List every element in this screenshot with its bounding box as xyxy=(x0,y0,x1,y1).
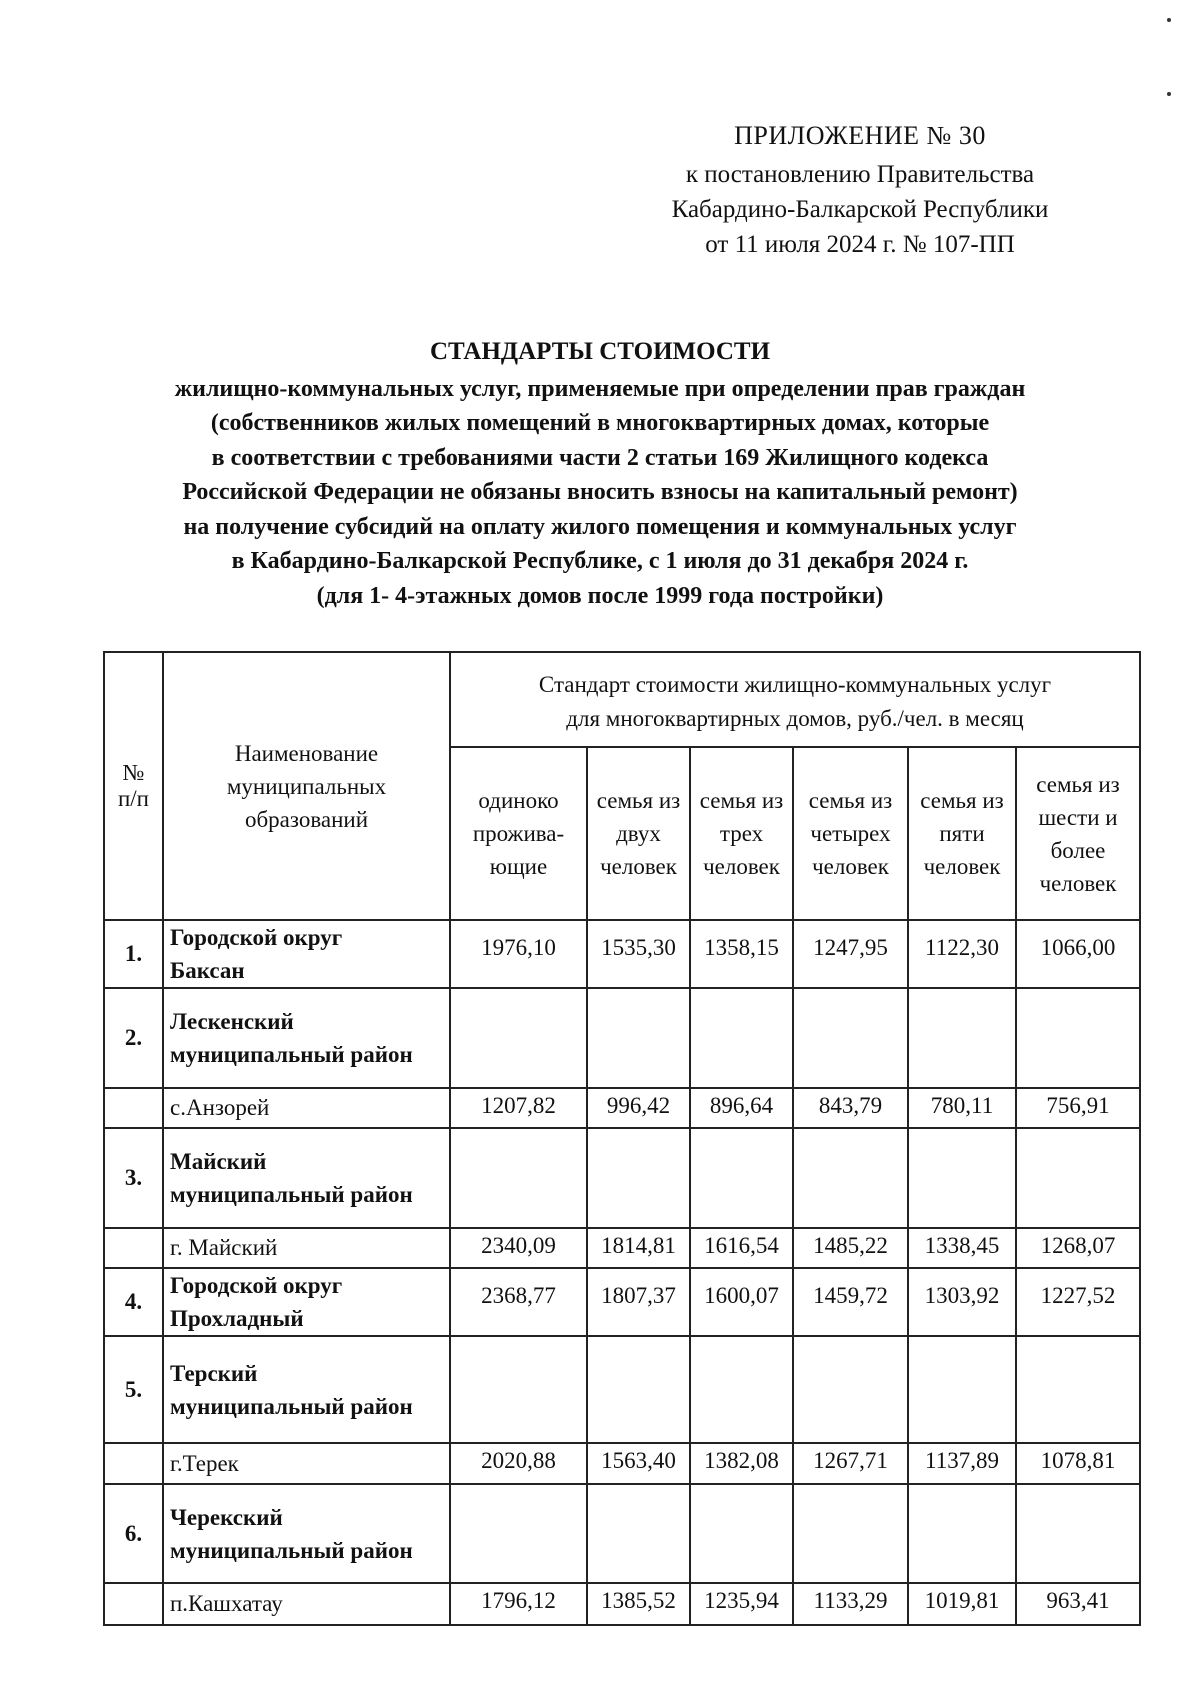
value-cell: 1358,15 xyxy=(690,920,793,988)
value-cell: 1247,95 xyxy=(793,920,908,988)
value-cell xyxy=(450,1128,587,1228)
col-name-header: Наименование муниципальных образований xyxy=(163,652,450,920)
value-cell: 1303,92 xyxy=(908,1268,1016,1336)
appendix-line: Кабардино-Балкарской Республики xyxy=(671,196,1049,223)
value-cell xyxy=(1016,1484,1140,1583)
value-cell xyxy=(908,1484,1016,1583)
value-cell: 1385,52 xyxy=(587,1583,690,1625)
value-cell: 1268,07 xyxy=(1016,1228,1140,1268)
col-header-five: семья из пяти человек xyxy=(908,747,1016,920)
title-line: на получение субсидий на оплату жилого помещения и коммунальных услуг xyxy=(183,513,1017,540)
value-cell xyxy=(908,1128,1016,1228)
title-line: в соответствии с требованиями части 2 статьи 169 Жилищного кодекса xyxy=(211,444,989,471)
row-name: Терский муниципальный район xyxy=(163,1336,450,1443)
col-header-six-plus: семья из шести и более человек xyxy=(1016,747,1140,920)
appendix-date: от 11 июля 2024 г. № 107-ПП xyxy=(705,231,1015,258)
value-cell: 1338,45 xyxy=(908,1228,1016,1268)
value-cell: 1227,52 xyxy=(1016,1268,1140,1336)
appendix-line: к постановлению Правительства xyxy=(685,161,1035,188)
value-cell xyxy=(793,1484,908,1583)
row-number xyxy=(104,1583,163,1625)
value-cell xyxy=(1016,988,1140,1088)
table-row xyxy=(104,1443,1140,1484)
table-row xyxy=(104,1583,1140,1625)
col-header-four: семья из четырех человек xyxy=(793,747,908,920)
col-header-two: семья из двух человек xyxy=(587,747,690,920)
table-row xyxy=(104,1268,1140,1336)
value-cell: 1600,07 xyxy=(690,1268,793,1336)
row-number xyxy=(104,1088,163,1128)
row-number: 3. xyxy=(104,1128,163,1228)
value-cell xyxy=(690,1336,793,1443)
table-row xyxy=(104,988,1140,1088)
table-row xyxy=(104,1228,1140,1268)
value-cell xyxy=(587,988,690,1088)
value-cell: 1563,40 xyxy=(587,1443,690,1484)
appendix-header xyxy=(600,118,1120,262)
value-cell xyxy=(793,1128,908,1228)
value-cell: 1807,37 xyxy=(587,1268,690,1336)
value-cell xyxy=(1016,1128,1140,1228)
value-cell xyxy=(587,1484,690,1583)
scan-mark xyxy=(1167,92,1171,96)
value-cell xyxy=(793,1336,908,1443)
value-cell xyxy=(587,1336,690,1443)
value-cell: 896,64 xyxy=(690,1088,793,1128)
row-number: 5. xyxy=(104,1336,163,1443)
value-cell xyxy=(1016,1336,1140,1443)
title-line: Российской Федерации не обязаны вносить взносы на капитальный ремонт) xyxy=(182,479,1018,505)
value-cell xyxy=(793,988,908,1088)
value-cell xyxy=(450,1484,587,1583)
value-cell: 2020,88 xyxy=(450,1443,587,1484)
title-line: жилищно-коммунальных услуг, применяемые при определении прав граждан xyxy=(174,375,1026,402)
value-cell: 1133,29 xyxy=(793,1583,908,1625)
title-line: (для 1- 4-этажных домов после 1999 года постройки) xyxy=(316,582,884,609)
table-row xyxy=(104,1336,1140,1443)
value-cell: 1485,22 xyxy=(793,1228,908,1268)
table-row xyxy=(104,1484,1140,1583)
cost-standards-table xyxy=(103,651,1141,1626)
value-cell: 1535,30 xyxy=(587,920,690,988)
value-cell xyxy=(690,1484,793,1583)
value-cell xyxy=(690,1128,793,1228)
value-cell xyxy=(450,1336,587,1443)
value-cell: 996,42 xyxy=(587,1088,690,1128)
value-cell: 1382,08 xyxy=(690,1443,793,1484)
value-cell: 1066,00 xyxy=(1016,920,1140,988)
value-cell: 1814,81 xyxy=(587,1228,690,1268)
row-name: Лескенский муниципальный район xyxy=(163,988,450,1088)
row-number: 2. xyxy=(104,988,163,1088)
row-number xyxy=(104,1228,163,1268)
value-cell: 1122,30 xyxy=(908,920,1016,988)
row-name: Городской округ Прохладный xyxy=(163,1268,450,1336)
row-number xyxy=(104,1443,163,1484)
row-number: 4. xyxy=(104,1268,163,1336)
value-cell xyxy=(908,1336,1016,1443)
value-cell: 2368,77 xyxy=(450,1268,587,1336)
group-header: Стандарт стоимости жилищно-коммунальных услуг для многоквартирных домов, руб./чел. в месяц xyxy=(450,652,1140,747)
value-cell xyxy=(587,1128,690,1228)
value-cell xyxy=(450,988,587,1088)
row-name: Городской округ Баксан xyxy=(163,920,450,988)
title-line: в Кабардино-Балкарской Республике, с 1 июля до 31 декабря 2024 г. xyxy=(231,548,969,574)
value-cell: 843,79 xyxy=(793,1088,908,1128)
value-cell: 1976,10 xyxy=(450,920,587,988)
table-row xyxy=(104,920,1140,988)
value-cell xyxy=(690,988,793,1088)
value-cell: 1796,12 xyxy=(450,1583,587,1625)
value-cell xyxy=(908,988,1016,1088)
col-num-header: № п/п xyxy=(104,652,163,920)
value-cell: 1235,94 xyxy=(690,1583,793,1625)
value-cell: 1616,54 xyxy=(690,1228,793,1268)
col-header-three: семья из трех человек xyxy=(690,747,793,920)
appendix-number: ПРИЛОЖЕНИЕ № 30 xyxy=(734,121,986,150)
row-number: 1. xyxy=(104,920,163,988)
value-cell: 780,11 xyxy=(908,1088,1016,1128)
value-cell: 1137,89 xyxy=(908,1443,1016,1484)
col-header-single: одиноко прожива- ющие xyxy=(450,747,587,920)
value-cell: 1267,71 xyxy=(793,1443,908,1484)
row-number: 6. xyxy=(104,1484,163,1583)
title-line: (собственников жилых помещений в многоквартирных домах, которые xyxy=(210,410,990,436)
row-name: Черекский муниципальный район xyxy=(163,1484,450,1583)
document-title xyxy=(80,335,1120,613)
table-row xyxy=(104,1088,1140,1128)
value-cell: 1078,81 xyxy=(1016,1443,1140,1484)
value-cell: 2340,09 xyxy=(450,1228,587,1268)
row-name: с.Анзорей xyxy=(163,1088,450,1128)
scan-mark xyxy=(1167,18,1171,22)
value-cell: 756,91 xyxy=(1016,1088,1140,1128)
value-cell: 963,41 xyxy=(1016,1583,1140,1625)
row-name: г.Терек xyxy=(163,1443,450,1484)
row-name: Майский муниципальный район xyxy=(163,1128,450,1228)
table-row xyxy=(104,1128,1140,1228)
row-name: г. Майский xyxy=(163,1228,450,1268)
title-main: СТАНДАРТЫ СТОИМОСТИ xyxy=(429,338,771,365)
value-cell: 1019,81 xyxy=(908,1583,1016,1625)
value-cell: 1207,82 xyxy=(450,1088,587,1128)
value-cell: 1459,72 xyxy=(793,1268,908,1336)
row-name: п.Кашхатау xyxy=(163,1583,450,1625)
table-header-row xyxy=(104,652,1140,747)
